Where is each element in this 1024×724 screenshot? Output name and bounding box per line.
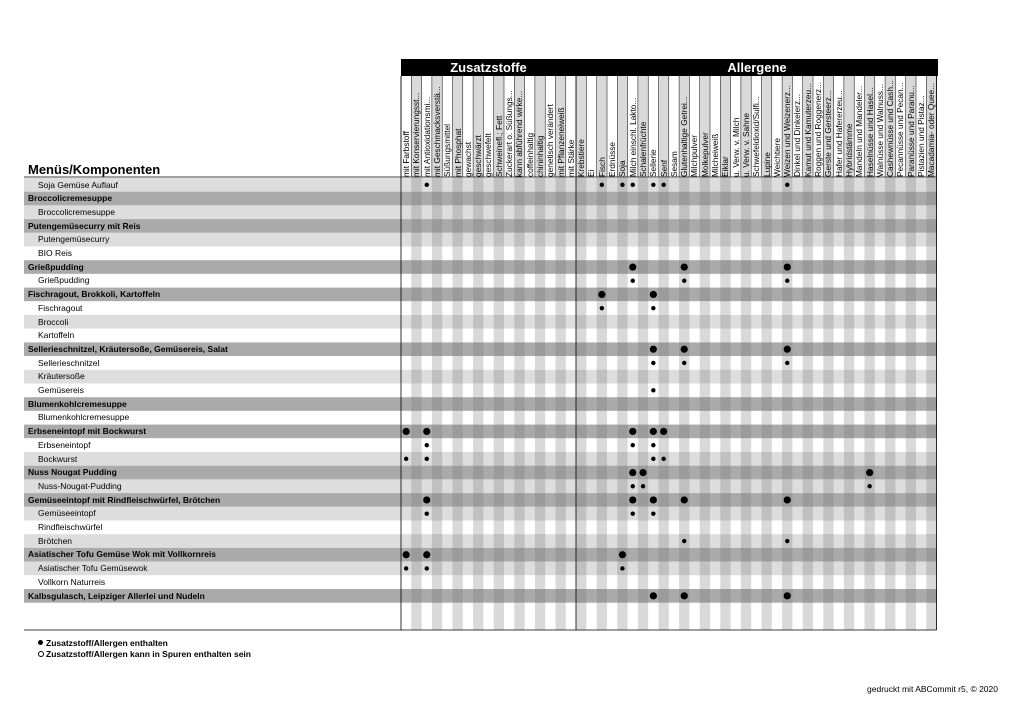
allergen-dot	[425, 511, 429, 515]
allergen-dot	[631, 484, 635, 488]
open-dot-icon	[38, 651, 44, 657]
allergen-dot	[650, 291, 657, 298]
column-label: Weichtiere	[771, 137, 782, 177]
allergen-dot	[629, 469, 636, 476]
column-label: Haselnüsse und Hasel...	[864, 87, 875, 177]
component-label: Blumenkohlcremesuppe	[38, 412, 130, 423]
component-label: BIO Reis	[38, 248, 73, 258]
column-label: Milchpulver	[689, 135, 700, 177]
column-label: Schalenfrüchte	[637, 121, 648, 177]
allergen-dot	[423, 551, 430, 558]
column-label: Soja	[617, 160, 628, 177]
column-label: Fisch	[596, 157, 607, 177]
allergen-dot	[425, 443, 429, 447]
menu-label: Blumenkohlcremesuppe	[28, 398, 127, 409]
component-label: Rindfleischwürfel	[38, 522, 103, 532]
column-label: Senf	[658, 159, 669, 177]
column-label: kann abführend wirke...	[514, 90, 525, 177]
column-label: Walnüsse und Walnuss...	[874, 84, 885, 177]
column-label: chininhaltig	[534, 135, 545, 177]
allergen-dot	[423, 428, 430, 435]
component-label: Gemüseeintopf	[38, 508, 96, 519]
component-label: Kartoffeln	[38, 330, 75, 341]
column-label: u. Verw. v. Milch	[730, 117, 741, 177]
menu-label: Erbseneintopf mit Bockwurst	[28, 426, 147, 437]
allergen-dot	[650, 346, 657, 353]
menu-label: Fischragout, Brokkoli, Kartoffeln	[28, 289, 161, 300]
column-label: geschwefelt	[483, 133, 494, 177]
allergen-dot	[651, 183, 655, 187]
allergen-dot	[650, 496, 657, 503]
allergen-dot	[785, 361, 789, 365]
allergen-dot	[631, 443, 635, 447]
component-label: Broccoli	[38, 316, 69, 327]
column-label: Sellerie	[648, 149, 659, 177]
column-label: Milch einschl. Lakto...	[627, 97, 638, 177]
allergen-dot	[639, 469, 646, 476]
column-label: Glutenhaltige Getrei...	[679, 96, 690, 177]
allergen-dot	[682, 539, 686, 543]
component-label: Soja Gemüse Auflauf	[38, 179, 118, 190]
allergen-dot	[785, 183, 789, 187]
allergen-dot	[682, 361, 686, 365]
section-header-zusatzstoffe: Zusatzstoffe	[401, 59, 576, 76]
allergen-dot	[866, 469, 873, 476]
menu-label: Putengemüsecurry mit Reis	[28, 220, 141, 231]
column-label: Pecannüsse und Pecan...	[895, 82, 906, 177]
allergen-dot	[784, 496, 791, 503]
allergen-dot	[403, 551, 410, 558]
allergen-dot	[629, 496, 636, 503]
allergen-dot	[629, 428, 636, 435]
allergen-dot	[425, 457, 429, 461]
column-label: u. Verw. v. Sahne	[740, 113, 751, 177]
column-label: Mandeln und Mandeler...	[854, 85, 865, 177]
column-label: Schweinefl.; Fett	[493, 115, 504, 177]
allergen-dot	[785, 539, 789, 543]
column-label: genetisch verändert	[545, 104, 556, 177]
section-header-allergene: Allergene	[576, 59, 938, 76]
column-label: Roggen und Roggenerz...	[813, 81, 823, 177]
allergen-dot	[681, 592, 688, 599]
allergen-dot	[651, 306, 655, 310]
component-label: Broccolicremesuppe	[38, 206, 116, 217]
component-label: Fischragout	[38, 302, 83, 313]
component-label: Asiatischer Tofu Gemüsewok	[38, 563, 148, 574]
allergen-dot	[404, 457, 408, 461]
allergen-dot	[784, 263, 791, 270]
allergen-dot	[661, 457, 665, 461]
column-label: gewachst	[462, 141, 473, 177]
column-label: Milcheiweiß	[710, 133, 720, 177]
allergen-dot	[650, 592, 657, 599]
column-label: Erdnüsse	[607, 141, 617, 177]
menu-label: Gemüseeintopf mit Rindfleischwürfel, Brötchen	[28, 494, 221, 505]
menu-label: Sellerieschnitzel, Kräutersoße, Gemüsereis, Salat	[28, 343, 228, 354]
column-label: Hybridstämme	[843, 123, 854, 177]
allergen-dot	[619, 551, 626, 558]
allergen-dot	[784, 346, 791, 353]
column-label: Krebstiere	[576, 139, 587, 177]
column-label: Macadamia- oder Quee...	[926, 82, 937, 177]
column-label: mit Geschmacksverstä...	[431, 86, 442, 177]
allergen-dot	[404, 566, 408, 570]
allergen-dot	[651, 388, 655, 392]
allergen-dot	[425, 183, 429, 187]
allergen-dot	[785, 279, 789, 283]
column-label: mit Farbstoff	[401, 131, 411, 177]
column-label: Paranüsse und Paranu...	[905, 85, 916, 177]
allergen-dot	[598, 291, 605, 298]
component-label: Nuss-Nougat-Pudding	[38, 480, 122, 491]
column-label: Ei	[586, 169, 597, 177]
column-label: Kamut und Kamuterzeu...	[802, 82, 813, 177]
allergen-dot	[631, 511, 635, 515]
legend-filled-text: Zusatzstoff/Allergen enthalten	[46, 638, 168, 648]
column-label: Weizen und Weizenerz...	[782, 85, 793, 177]
column-label: Schwefeldioxid/Sulfi...	[751, 96, 762, 177]
allergen-dot	[631, 183, 635, 187]
column-label: mit Phosphat	[452, 128, 463, 177]
component-label: Bockwurst	[38, 453, 78, 464]
allergen-dot	[651, 457, 655, 461]
allergen-dot	[784, 592, 791, 599]
menu-label: Grießpudding	[28, 261, 84, 272]
menu-label: Nuss Nougat Pudding	[28, 467, 117, 478]
column-label: Pistazien und Pistaz...	[916, 95, 926, 177]
allergen-dot	[629, 263, 636, 270]
menu-label: Broccolicremesuppe	[28, 193, 113, 204]
allergen-dot	[650, 428, 657, 435]
column-label: Zuckerart o. Süßungs...	[504, 90, 514, 177]
column-label: Hafer und Hafererzeu...	[833, 90, 844, 177]
allergen-dot	[682, 279, 686, 283]
allergen-dot	[631, 279, 635, 283]
column-label: mit Konservierungsst...	[411, 92, 422, 177]
allergen-dot	[681, 496, 688, 503]
allergen-dot	[681, 263, 688, 270]
allergen-dot	[651, 443, 655, 447]
legend-open-text: Zusatzstoff/Allergen kann in Spuren enthalten sein	[46, 649, 251, 659]
column-label: Sesam	[668, 151, 679, 177]
allergen-dot	[867, 484, 871, 488]
allergen-dot	[403, 428, 410, 435]
column-label: Lupine	[761, 152, 772, 177]
column-label: Dinkel und Dinkelerz...	[792, 93, 803, 177]
allergen-dot	[660, 428, 667, 435]
filled-dot-icon	[38, 640, 43, 645]
allergen-dot	[661, 183, 665, 187]
column-label: Molkepulver	[699, 132, 710, 177]
allergen-dot	[423, 496, 430, 503]
column-label: mit Stärke	[565, 139, 576, 177]
allergen-dot	[681, 346, 688, 353]
allergen-dot	[620, 566, 624, 570]
column-label: Cashewnüsse und Cash...	[885, 80, 896, 177]
component-label: Gemüsereis	[38, 385, 84, 395]
allergen-dot	[641, 484, 645, 488]
component-label: Kräutersoße	[38, 371, 85, 382]
column-label: geschwärzt	[473, 135, 484, 177]
component-label: Erbseneintopf	[38, 439, 91, 450]
column-label: mit Antioxidationsmi...	[421, 96, 432, 177]
page-title: Menüs/Komponenten	[28, 162, 161, 177]
column-label: Süßungsmittel	[442, 123, 453, 177]
menu-label: Kalbsgulasch, Leipziger Allerlei und Nudeln	[28, 590, 205, 601]
allergen-dot	[651, 511, 655, 515]
allergen-dot	[651, 361, 655, 365]
component-label: Vollkorn Naturreis	[38, 576, 106, 587]
menu-label: Asiatischer Tofu Gemüse Wok mit Vollkornreis	[28, 549, 216, 560]
footer-text: gedruckt mit ABCommit r5, © 2020	[867, 684, 998, 694]
column-label: Eiklar	[720, 156, 731, 177]
column-label: mit Pflanzeneiweiß	[555, 107, 566, 177]
component-label: Sellerieschnitzel	[38, 357, 100, 368]
allergen-dot	[600, 306, 604, 310]
allergen-dot	[425, 566, 429, 570]
allergen-dot	[620, 183, 624, 187]
component-label: Putengemüsecurry	[38, 234, 110, 245]
allergen-dot	[600, 183, 604, 187]
column-label: Gerste und Gersteerz...	[823, 90, 834, 177]
column-label: coffeinhaltig	[524, 132, 535, 177]
component-label: Brötchen	[38, 535, 73, 546]
component-label: Grießpudding	[38, 275, 90, 286]
